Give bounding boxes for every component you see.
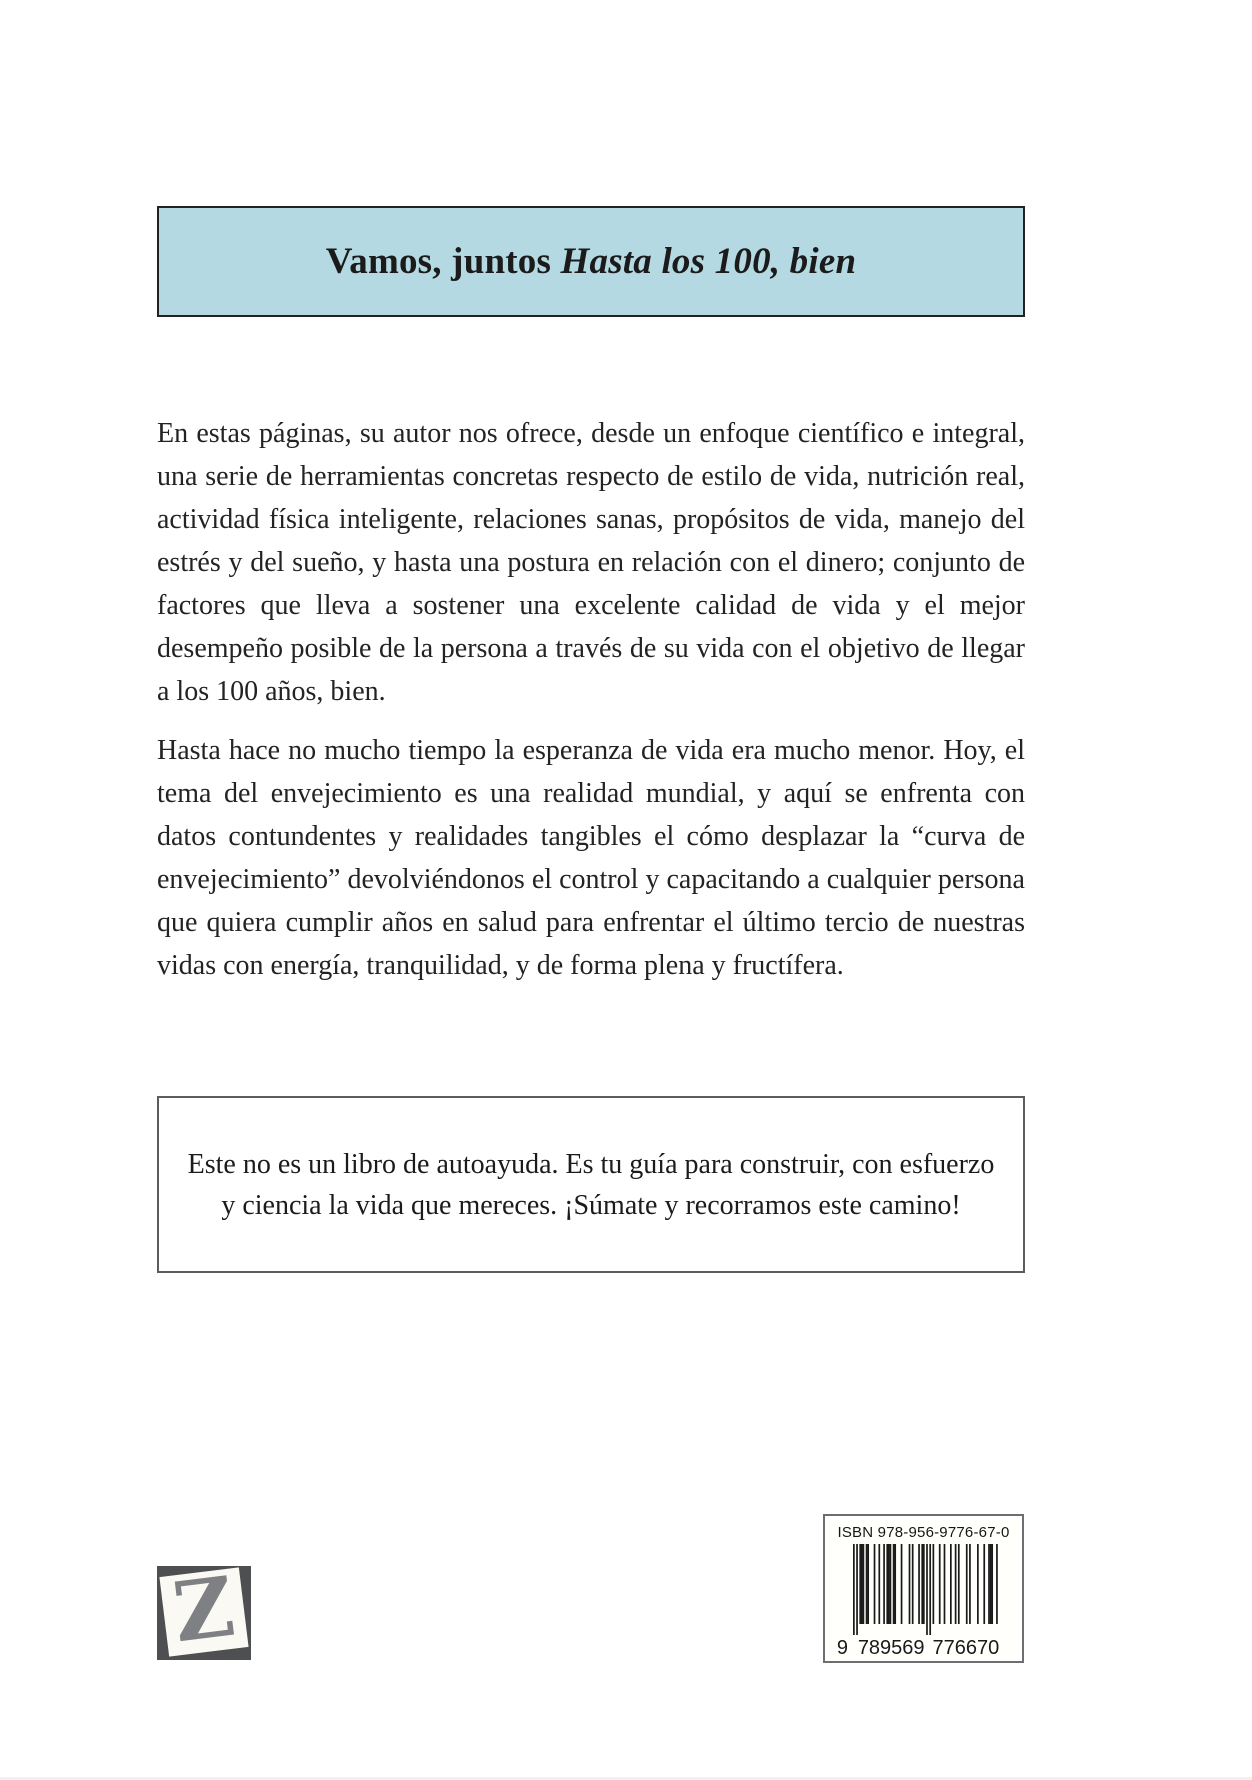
publisher-logo-letter: Z	[168, 1558, 240, 1662]
paragraph-1: En estas páginas, su autor nos ofrece, desde un enfoque científico e integral, una serie de herramientas concretas respecto de estilo de vida, nutrición real, actividad física inteligente, relaciones sanas, propósitos de vida, manejo del estrés y del sueño, y hasta una postura en relación con el dinero; conjunto de factores que lleva a sostener una excelente calidad de vida y el mejor desempeño posible de la persona a través de su vida con el objetivo de llegar a los 100 años, bien.	[157, 418, 1025, 707]
publisher-logo	[157, 1558, 251, 1662]
quote-text: Este no es un libro de autoayuda. Es tu guía para construir, con esfuerzo y ciencia la vida que mereces. ¡Súmate y recorramos este camino!	[187, 1148, 995, 1221]
page-title-regular: Vamos, juntos	[325, 241, 561, 282]
svg-text:789569: 789569	[857, 1637, 925, 1658]
paragraph-2: Hasta hace no mucho tiempo la esperanza de vida era mucho menor. Hoy, el tema del envejecimiento es una realidad mundial, y aquí se enfrenta con datos contundentes y realidades tangibles el cómo desplazar la “curva de envejecimiento” devolviéndonos el control y capacitando a cualquier persona que quiera cumplir años en salud para enfrentar el último tercio de nuestras vidas con energía, tranquilidad, y de forma plena y fructífera.	[157, 735, 1025, 981]
title-banner	[157, 206, 1025, 317]
page-title-italic: Hasta los 100, bien	[560, 241, 857, 282]
quote-box	[157, 1096, 1025, 1273]
barcode-bars-icon	[825, 1544, 1022, 1658]
svg-text:9: 9	[836, 1637, 848, 1658]
page-title	[326, 240, 857, 283]
svg-text:776670: 776670	[932, 1637, 1000, 1658]
isbn-label: ISBN 978-956-9776-67-0	[837, 1524, 1010, 1541]
back-cover-copy	[157, 412, 1025, 1003]
publisher-logo-tilted-square	[159, 1558, 248, 1662]
isbn-barcode	[823, 1514, 1024, 1663]
